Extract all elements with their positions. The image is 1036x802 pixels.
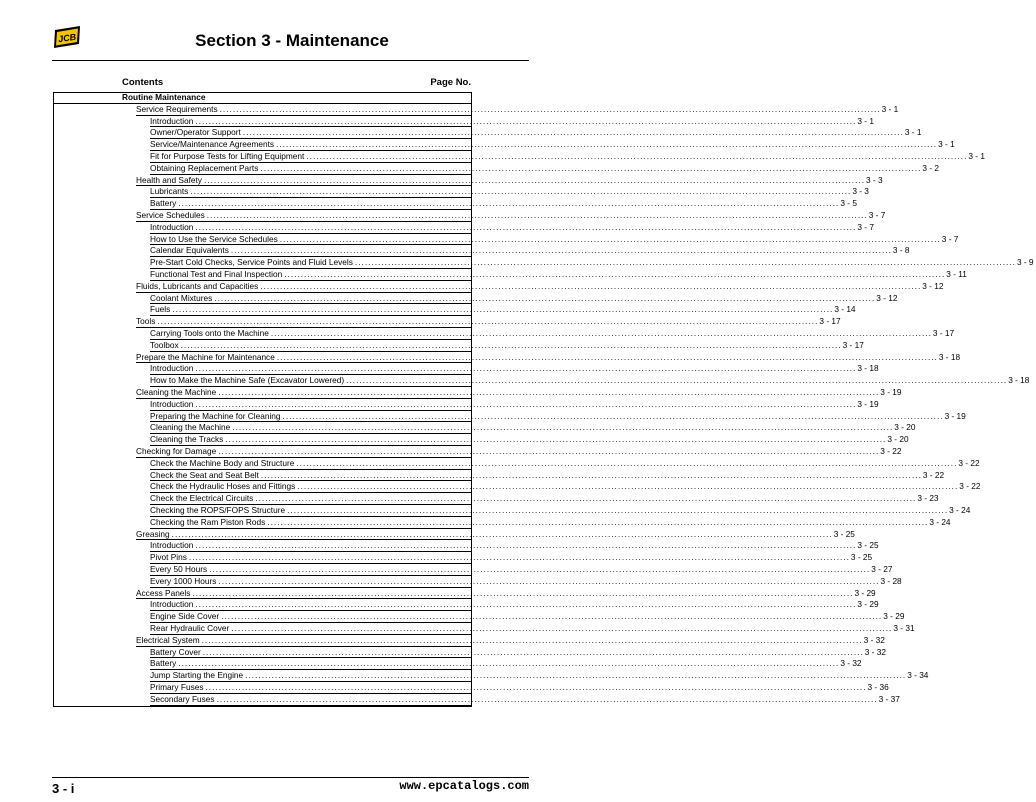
toc-entry-title: Carrying Tools onto the Machine xyxy=(150,328,269,338)
toc-dot-leader: ........................................................................................................................................................................................................ xyxy=(242,127,904,138)
toc-entry-title: Fit for Purpose Tests for Lifting Equipment xyxy=(150,151,305,161)
toc-entry-title: Rear Hydraulic Cover xyxy=(150,623,230,633)
toc-dot-leader: ........................................................................................................................................................................................................ xyxy=(276,139,938,150)
toc-entry-title: Access Panels xyxy=(136,587,191,598)
toc-entry[interactable] xyxy=(53,611,905,623)
toc-entry-title: Battery Cover xyxy=(150,646,201,657)
toc-entry-title: Introduction xyxy=(150,221,194,232)
toc-entry[interactable] xyxy=(53,670,929,682)
toc-entry-page: 3 - 22 xyxy=(922,469,945,480)
toc-entry-page: 3 - 18 xyxy=(1008,375,1030,386)
toc-entry[interactable] xyxy=(53,469,945,482)
toc-entry[interactable] xyxy=(53,682,889,694)
toc-entry-page: 3 - 17 xyxy=(842,339,864,350)
toc-entry-title: Pivot Pins xyxy=(150,552,187,563)
toc-dot-leader: ........................................................................................................................................................................................................ xyxy=(178,198,840,209)
toc-entry-title: Routine Maintenance xyxy=(122,92,206,102)
toc-dot-leader: ........................................................................................................................................................................................................ xyxy=(190,186,852,197)
toc-entry[interactable] xyxy=(53,540,879,552)
toc-entry-title: Check the Electrical Circuits xyxy=(150,493,254,504)
toc-entry-title: Tools xyxy=(136,316,156,327)
toc-entry-title: Check the Machine Body and Structure xyxy=(150,457,295,468)
toc-entry[interactable] xyxy=(53,505,971,517)
toc-entry-page: 3 - 28 xyxy=(880,575,902,586)
toc-entry-page: 3 - 24 xyxy=(929,516,951,527)
toc-entry-title: How to Make the Machine Safe (Excavator Lowered) xyxy=(150,375,345,386)
toc-dot-leader: ........................................................................................................................................................................................................ xyxy=(172,304,834,315)
toc-dot-leader: ........................................................................................................................................................................................................ xyxy=(214,292,876,303)
toc-entry[interactable] xyxy=(53,634,885,647)
toc-entry-title: Toolbox xyxy=(150,339,179,350)
toc-entry-page: 3 - 1 xyxy=(968,151,985,161)
toc-entry-title: Battery xyxy=(150,198,177,209)
toc-entry-title: Service/Maintenance Agreements xyxy=(150,139,275,150)
toc-entry[interactable] xyxy=(53,269,967,281)
toc-entry[interactable] xyxy=(53,363,879,375)
toc-entry-title: Primary Fuses xyxy=(150,682,204,692)
toc-entry-page: 3 - 25 xyxy=(833,528,855,539)
toc-entry-page: 3 - 20 xyxy=(887,434,909,445)
toc-entry-title: Cleaning the Machine xyxy=(150,422,231,433)
toc-dot-leader: ........................................................................................................................................................................................................ xyxy=(270,328,932,338)
toc-entry-title: Lubricants xyxy=(150,186,189,197)
toc-dot-leader: ........................................................................................................................................................................................................ xyxy=(231,623,893,633)
toc-entry[interactable] xyxy=(53,339,864,352)
toc-entry-page: 3 - 19 xyxy=(880,387,902,397)
toc-entry-page: 3 - 36 xyxy=(867,682,889,692)
toc-entry-title: Coolant Mixtures xyxy=(150,292,213,303)
toc-entry[interactable] xyxy=(53,422,916,434)
toc-entry-page: 3 - 14 xyxy=(834,304,856,315)
toc-dot-leader: ........................................................................................................................................................................................................ xyxy=(279,233,941,244)
toc-entry-title: Check the Seat and Seat Belt xyxy=(150,469,259,480)
toc-entry-title: Preparing the Machine for Cleaning xyxy=(150,410,281,421)
toc-entry-page: 3 - 17 xyxy=(819,316,841,327)
toc-entry-page: 3 - 25 xyxy=(850,552,873,563)
toc-entry[interactable] xyxy=(53,446,902,458)
toc-entry[interactable] xyxy=(53,151,985,163)
toc-entry-page: 3 - 1 xyxy=(881,103,899,114)
toc-entry-title: Battery xyxy=(150,658,177,669)
toc-entry[interactable] xyxy=(53,398,879,411)
toc-entry[interactable] xyxy=(53,292,898,305)
toc-entry[interactable] xyxy=(53,174,883,187)
toc-dot-leader: ........................................................................................................................................................................................................ xyxy=(195,363,857,374)
toc-dot-leader: ........................................................................................................................................................................................................ xyxy=(188,552,850,563)
toc-entry[interactable] xyxy=(53,493,939,505)
toc-entry-page: 3 - 3 xyxy=(866,174,883,185)
toc-entry-title: Service Requirements xyxy=(136,103,218,114)
toc-entry[interactable] xyxy=(53,245,910,257)
toc-entry[interactable] xyxy=(53,516,951,529)
toc-entry-page: 3 - 25 xyxy=(857,540,879,551)
toc-dot-leader: ........................................................................................................................................................................................................ xyxy=(306,151,968,161)
toc-entry[interactable] xyxy=(53,233,959,246)
toc-entry[interactable] xyxy=(53,92,472,104)
toc-dot-leader: ........................................................................................................................................................................................................ xyxy=(180,339,842,350)
toc-entry[interactable] xyxy=(53,587,876,600)
toc-entry[interactable] xyxy=(53,552,873,564)
toc-entry-page: 3 - 20 xyxy=(894,422,916,433)
toc-entry-page: 3 - 18 xyxy=(857,363,879,374)
toc-entry-title: Introduction xyxy=(150,398,194,409)
toc-entry[interactable] xyxy=(53,564,893,576)
footer-url: www.epcatalogs.com xyxy=(399,779,529,793)
toc-entry-page: 3 - 17 xyxy=(932,328,955,338)
toc-entry[interactable] xyxy=(53,375,1030,387)
toc-entry[interactable] xyxy=(53,210,886,222)
toc-entry[interactable] xyxy=(53,198,857,210)
toc-entry-page: 3 - 19 xyxy=(944,410,966,421)
toc-dot-leader: ........................................................................................................................................................................................................ xyxy=(195,115,857,126)
toc-dot-leader: ........................................................................................................................................................................................................ xyxy=(284,269,946,279)
toc-entry-page: 3 - 34 xyxy=(907,670,929,681)
toc-entry-page: 3 - 24 xyxy=(949,505,971,515)
toc-entry[interactable] xyxy=(53,693,900,706)
footer-divider xyxy=(52,777,529,778)
toc-dot-leader: ........................................................................................................................................................................................................ xyxy=(260,280,922,291)
toc-entry-title: Functional Test and Final Inspection xyxy=(150,269,283,279)
toc-entry[interactable] xyxy=(53,351,961,364)
toc-dot-leader: ........................................................................................................................................................................................................ xyxy=(157,316,819,327)
toc-entry-page: 3 - 29 xyxy=(883,611,905,622)
toc-entry[interactable] xyxy=(53,623,915,635)
toc-entry-page: 3 - 37 xyxy=(878,693,900,704)
toc-dot-leader: ........................................................................................................................................................................................................ xyxy=(282,410,944,421)
title-divider xyxy=(52,60,529,61)
toc-entry-title: Check the Hydraulic Hoses and Fittings xyxy=(150,481,296,492)
toc-dot-leader: ........................................................................................................................................................................................................ xyxy=(192,587,854,598)
toc-entry[interactable] xyxy=(53,328,955,340)
toc-entry[interactable] xyxy=(53,127,922,139)
toc-entry-title: Introduction xyxy=(150,540,194,551)
toc-entry-page: 3 - 12 xyxy=(922,280,944,291)
toc-entry-page: 3 - 5 xyxy=(840,198,857,209)
toc-entry[interactable] xyxy=(53,162,940,175)
toc-dot-leader: ........................................................................................................................................................................................................ xyxy=(195,540,857,551)
toc-entry[interactable] xyxy=(53,186,869,198)
toc-entry[interactable] xyxy=(53,304,856,316)
toc-entry-page: 3 - 12 xyxy=(876,292,898,303)
toc-dot-leader: ........................................................................................................................................................................................................ xyxy=(203,174,865,185)
toc-dot-leader: ........................................................................................................................................................................................................ xyxy=(225,434,887,445)
toc-dot-leader: ........................................................................................................................................................................................................ xyxy=(209,564,871,574)
toc-entry[interactable] xyxy=(53,280,944,293)
toc-entry[interactable] xyxy=(53,316,841,328)
toc-entry-title: Checking for Damage xyxy=(136,446,217,456)
page-no-header: Page No. xyxy=(430,77,471,88)
toc-dot-leader: ........................................................................................................................................................................................................ xyxy=(218,575,880,586)
toc-entry-title: Every 50 Hours xyxy=(150,564,208,574)
toc-dot-leader: ........................................................................................................................................................................................................ xyxy=(287,505,949,515)
toc-entry-title: Electrical System xyxy=(136,634,200,645)
toc-entry-page: 3 - 32 xyxy=(864,646,886,657)
toc-dot-leader: ........................................................................................................................................................................................................ xyxy=(297,481,959,492)
toc-entry[interactable] xyxy=(53,528,855,541)
toc-entry-page: 3 - 19 xyxy=(857,398,879,409)
toc-entry[interactable] xyxy=(53,646,886,659)
toc-entry-title: Engine Side Cover xyxy=(150,611,220,622)
toc-entry-title: Every 1000 Hours xyxy=(150,575,217,586)
toc-dot-leader: ........................................................................................................................................................................................................ xyxy=(218,446,880,456)
toc-dot-leader: ........................................................................................................................................................................................................ xyxy=(216,693,878,704)
toc-entry-page: 3 - 1 xyxy=(938,139,955,150)
toc-entry-title: How to Use the Service Schedules xyxy=(150,233,278,244)
toc-entry-title: Fuels xyxy=(150,304,171,315)
toc-entry-title: Introduction xyxy=(150,599,194,610)
toc-dot-leader: ........................................................................................................................................................................................................ xyxy=(195,221,857,232)
toc-entry-page: 3 - 1 xyxy=(857,115,874,126)
toc-entry[interactable] xyxy=(53,658,862,670)
toc-entry-title: Introduction xyxy=(150,363,194,374)
toc-dot-leader: ........................................................................................................................................................................................................ xyxy=(276,351,938,362)
toc-entry-page: 3 - 22 xyxy=(880,446,902,456)
toc-dot-leader: ........................................................................................................................................................................................................ xyxy=(260,162,922,173)
toc-entry-page: 3 - 23 xyxy=(917,493,939,504)
toc-dot-leader: ........................................................................................................................................................................................................ xyxy=(171,528,833,539)
toc-dot-leader: ........................................................................................................................................................................................................ xyxy=(178,658,840,669)
toc-entry[interactable] xyxy=(53,575,902,588)
contents-header: Contents xyxy=(122,77,164,88)
toc-dot-leader: ........................................................................................................................................................................................................ xyxy=(206,210,868,220)
toc-entry-page: 3 - 8 xyxy=(892,245,910,256)
toc-entry-title: Fluids, Lubricants and Capacities xyxy=(136,280,259,291)
toc-entry-page: 3 - 18 xyxy=(938,351,961,362)
toc-entry-title: Health and Safety xyxy=(136,174,202,185)
toc-dot-leader: ........................................................................................................................................................................................................ xyxy=(267,516,929,527)
toc-entry-title: Jump Starting the Engine xyxy=(150,670,244,681)
toc-entry[interactable] xyxy=(53,481,981,493)
toc-entry-title: Calendar Equivalents xyxy=(150,245,229,256)
toc-entry-page: 3 - 2 xyxy=(922,162,940,173)
toc-entry-page: 3 - 1 xyxy=(904,127,922,138)
toc-entry[interactable] xyxy=(53,103,899,116)
toc-entry-page: 3 - 32 xyxy=(840,658,862,669)
toc-entry-title: Owner/Operator Support xyxy=(150,127,241,138)
toc-entry-page: 3 - 22 xyxy=(958,457,980,468)
toc-entry[interactable] xyxy=(53,139,955,151)
toc-dot-leader: ........................................................................................................................................................................................................ xyxy=(195,599,857,610)
toc-dot-leader: ........................................................................................................................................................................................................ xyxy=(195,398,857,409)
toc-entry-page: 3 - 3 xyxy=(852,186,869,197)
toc-entry-page: 3 - 7 xyxy=(868,210,886,220)
toc-entry-title: Pre-Start Cold Checks, Service Points and Fluid Levels xyxy=(150,257,353,268)
toc-dot-leader: ........................................................................................................................................................................................................ xyxy=(354,257,1016,268)
toc-entry[interactable] xyxy=(53,387,902,399)
toc-dot-leader: ........................................................................................................................................................................................................ xyxy=(218,387,880,397)
toc-entry-title: Secondary Fuses xyxy=(150,693,215,704)
toc-entry-title: Introduction xyxy=(150,115,194,126)
toc-entry-page: 3 - 7 xyxy=(941,233,959,244)
toc-entry-page: 3 - 29 xyxy=(854,587,876,598)
toc-entry-title: Service Schedules xyxy=(136,210,205,220)
toc-entry-page: 3 - 32 xyxy=(863,634,885,645)
toc-dot-leader: ........................................................................................................................................................................................................ xyxy=(245,670,907,681)
toc-entry[interactable] xyxy=(53,410,966,423)
toc-entry[interactable] xyxy=(53,115,874,128)
toc-entry-page: 3 - 22 xyxy=(959,481,981,492)
toc-entry[interactable] xyxy=(53,599,879,611)
toc-entry-title: Checking the Ram Piston Rods xyxy=(150,516,266,527)
toc-entry-page: 3 - 11 xyxy=(946,269,967,279)
toc-entry[interactable] xyxy=(53,257,1034,269)
toc-entry[interactable] xyxy=(53,434,909,446)
toc-entry-title: Cleaning the Machine xyxy=(136,387,217,397)
toc-entry-title: Obtaining Replacement Parts xyxy=(150,162,259,173)
page-title: Section 3 - Maintenance xyxy=(195,31,389,50)
toc-dot-leader: ........................................................................................................................................................................................................ xyxy=(346,375,1008,386)
toc-dot-leader: ........................................................................................................................................................................................................ xyxy=(260,469,922,480)
toc-entry-page: 3 - 9 xyxy=(1016,257,1034,268)
toc-entry-title: Greasing xyxy=(136,528,170,539)
page-number: 3 - i xyxy=(52,781,75,796)
toc-entry[interactable] xyxy=(53,221,874,234)
svg-text:JCB: JCB xyxy=(57,31,77,45)
toc-dot-leader: ........................................................................................................................................................................................................ xyxy=(296,457,958,468)
toc-dot-leader: ........................................................................................................................................................................................................ xyxy=(221,611,883,622)
toc-entry-page: 3 - 7 xyxy=(857,221,874,232)
toc-entry-underline xyxy=(150,705,472,706)
toc-dot-leader: ........................................................................................................................................................................................................ xyxy=(232,422,894,433)
toc-dot-leader: ........................................................................................................................................................................................................ xyxy=(255,493,917,504)
toc-entry-title: Cleaning the Tracks xyxy=(150,434,224,445)
toc-dot-leader: ........................................................................................................................................................................................................ xyxy=(219,103,881,114)
toc-entry-page: 3 - 31 xyxy=(893,623,915,633)
toc-entry-title: Prepare the Machine for Maintenance xyxy=(136,351,275,362)
toc-entry-page: 3 - 29 xyxy=(857,599,879,610)
toc-entry-page: 3 - 27 xyxy=(871,564,893,574)
toc-entry[interactable] xyxy=(53,457,980,470)
toc-dot-leader: ........................................................................................................................................................................................................ xyxy=(230,245,892,256)
toc-dot-leader: ........................................................................................................................................................................................................ xyxy=(201,634,863,645)
toc-dot-leader: ........................................................................................................................................................................................................ xyxy=(205,682,867,692)
toc-dot-leader: ........................................................................................................................................................................................................ xyxy=(202,646,864,657)
toc-entry-title: Checking the ROPS/FOPS Structure xyxy=(150,505,286,515)
